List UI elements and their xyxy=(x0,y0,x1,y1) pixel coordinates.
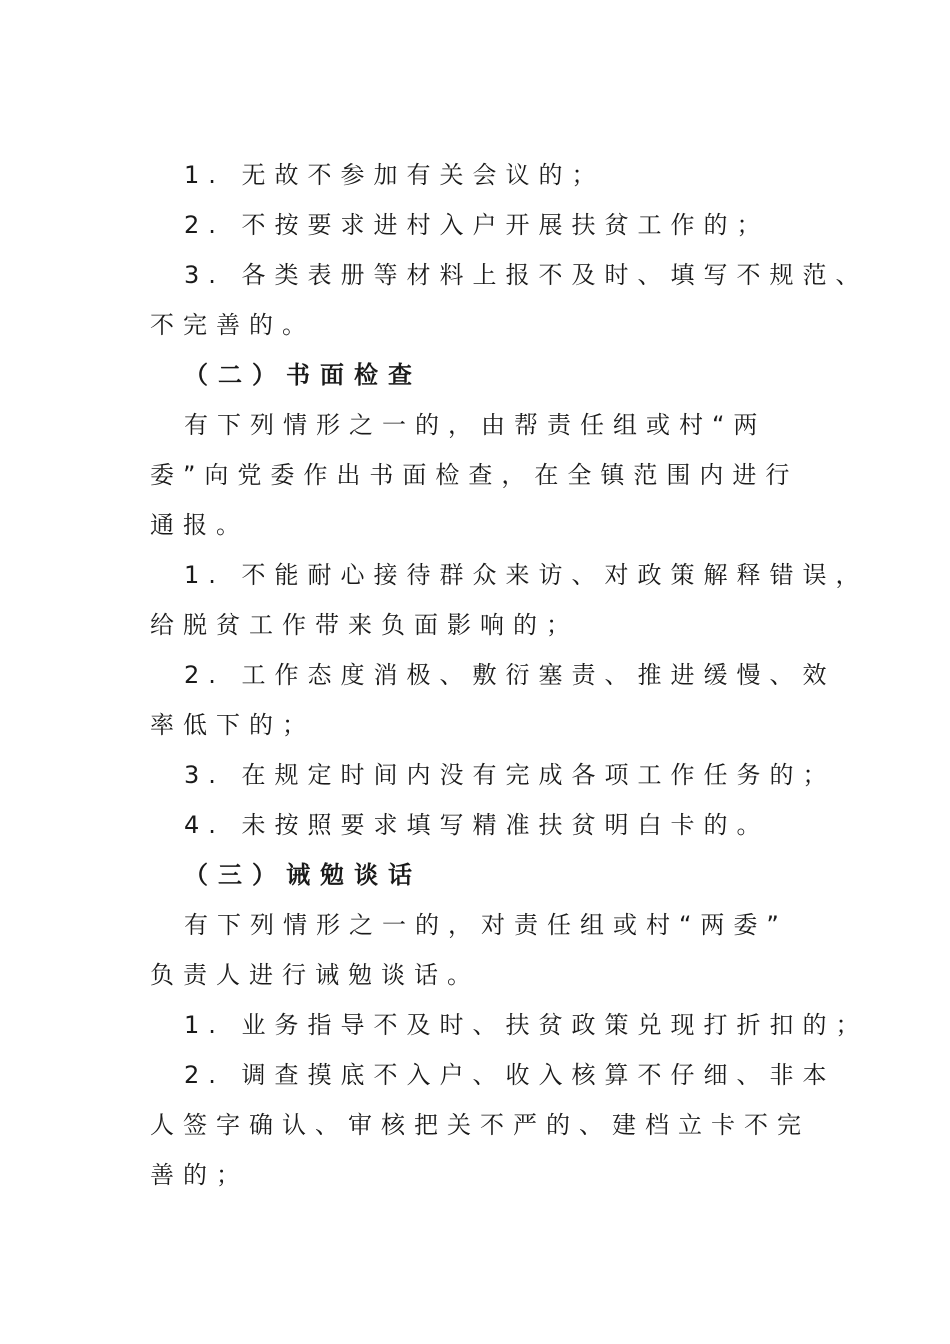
text-line: 2. 不按要求进村入户开展扶贫工作的； xyxy=(184,211,770,239)
text-line: 负责人进行诫勉谈话。 xyxy=(150,961,480,989)
text-line: 3. 在规定时间内没有完成各项工作任务的； xyxy=(184,761,836,789)
text-line: 委”向党委作出书面检查，在全镇范围内进行 xyxy=(150,461,799,489)
text-line: 1. 不能耐心接待群众来访、对政策解释错误， xyxy=(184,561,869,589)
section-heading: （三）诫勉谈话 xyxy=(184,861,422,889)
text-line: 1. 无故不参加有关会议的； xyxy=(184,161,605,189)
text-line: 率低下的； xyxy=(150,711,315,739)
text-line: 4. 未按照要求填写精准扶贫明白卡的。 xyxy=(184,811,770,839)
text-line: 不完善的。 xyxy=(150,311,315,339)
text-line: 2. 工作态度消极、敷衍塞责、推进缓慢、效 xyxy=(184,661,836,689)
text-line: 3. 各类表册等材料上报不及时、填写不规范、 xyxy=(184,261,869,289)
text-line: 1. 业务指导不及时、扶贫政策兑现打折扣的； xyxy=(184,1011,869,1039)
text-line: 有下列情形之一的，对责任组或村“两委” xyxy=(184,911,788,939)
section-heading: （二）书面检查 xyxy=(184,361,422,389)
text-line: 通报。 xyxy=(150,511,249,539)
text-line: 给脱贫工作带来负面影响的； xyxy=(150,611,579,639)
text-line: 人签字确认、审核把关不严的、建档立卡不完 xyxy=(150,1111,810,1139)
text-line: 有下列情形之一的，由帮责任组或村“两 xyxy=(184,411,767,439)
text-line: 2. 调查摸底不入户、收入核算不仔细、非本 xyxy=(184,1061,836,1089)
text-line: 善的； xyxy=(150,1161,249,1189)
